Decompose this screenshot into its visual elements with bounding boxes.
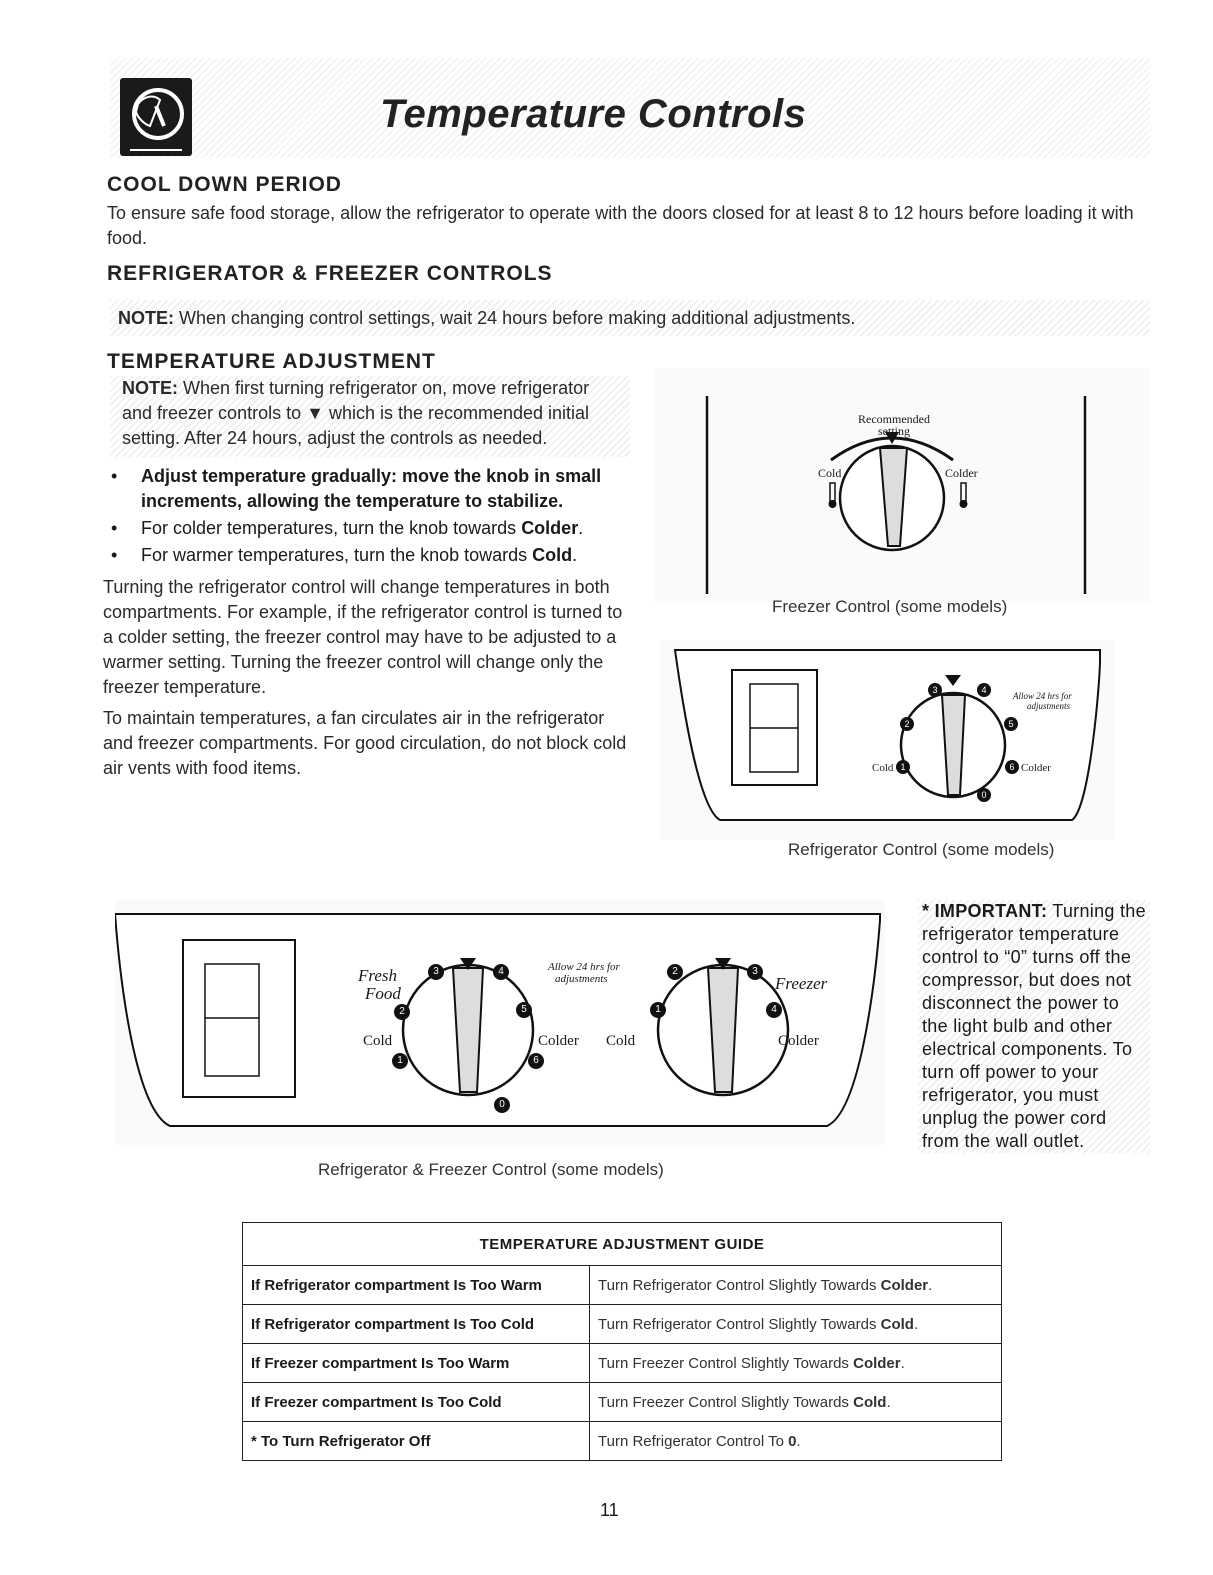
combo-fresh-cold-label: Cold	[363, 1033, 393, 1049]
combo-fresh-setting-5: 5	[516, 1002, 532, 1018]
adjustment-note	[110, 376, 630, 457]
combo-allow-line1: Allow 24 hrs for	[548, 961, 620, 973]
combo-fresh-setting-3: 3	[428, 964, 444, 980]
freezer-cold-label: Cold	[818, 466, 842, 480]
table-row	[243, 1266, 1002, 1305]
fridge-setting-0: 0	[977, 788, 991, 802]
setting-label: setting	[878, 424, 910, 438]
table-condition: * To Turn Refrigerator Off	[243, 1422, 590, 1461]
fridge-allow-line2: adjustments	[1027, 701, 1071, 711]
controls-note-label: NOTE:	[118, 308, 174, 328]
combo-freezer-setting-4: 4	[766, 1002, 782, 1018]
table-row	[243, 1344, 1002, 1383]
important-label: * IMPORTANT:	[922, 901, 1048, 921]
combo-fresh-setting-6: 6	[528, 1053, 544, 1069]
fridge-cold-label: Cold	[872, 762, 894, 774]
combo-fresh-setting-1: 1	[392, 1053, 408, 1069]
important-note	[918, 900, 1150, 1153]
table-action: Turn Refrigerator Control Slightly Towards Cold.	[590, 1305, 1002, 1344]
adjustment-para-1: Turning the refrigerator control will change temperatures in both compartments. For example, if the refrigerator control is turned to a colder setting, the freezer control may have to be adjusted to a warmer setting. Turning the freezer control will change only the freezer temperature.	[103, 577, 623, 697]
table-row	[243, 1383, 1002, 1422]
fridge-setting-2: 2	[900, 717, 914, 731]
combo-caption: Refrigerator & Freezer Control (some models)	[318, 1160, 664, 1179]
fridge-setting-1: 1	[896, 760, 910, 774]
adjustment-note-text-2: which is the recommended initial setting. After 24 hours, adjust the controls as needed.	[122, 403, 590, 448]
table-action: Turn Refrigerator Control To 0.	[590, 1422, 1002, 1461]
recommended-label: Recommended	[858, 412, 930, 426]
combo-freezer-colder-label: Colder	[778, 1033, 819, 1049]
thermostat-hand-icon	[120, 78, 192, 156]
adjustment-heading: TEMPERATURE ADJUSTMENT	[107, 350, 436, 373]
table-condition: If Freezer compartment Is Too Cold	[243, 1383, 590, 1422]
freezer-control-diagram	[655, 368, 1150, 608]
cool-down-text: To ensure safe food storage, allow the refrigerator to operate with the doors closed for at least 8 to 12 hours before loading it with food.	[107, 203, 1134, 248]
fridge-setting-3: 3	[928, 683, 942, 697]
recommended-setting-icon: ▼	[306, 403, 324, 423]
combo-fresh-setting-4: 4	[493, 964, 509, 980]
fresh-label: Fresh	[358, 966, 398, 985]
adjustment-para-2: To maintain temperatures, a fan circulates air in the refrigerator and freezer compartments. For good circulation, do not block cold air vents with food items.	[103, 708, 627, 778]
table-action: Turn Freezer Control Slightly Towards Cold.	[590, 1383, 1002, 1422]
table-condition: If Freezer compartment Is Too Warm	[243, 1344, 590, 1383]
table-action: Turn Freezer Control Slightly Towards Colder.	[590, 1344, 1002, 1383]
cool-down-heading: COOL DOWN PERIOD	[107, 173, 342, 196]
freezer-colder-label: Colder	[945, 466, 978, 480]
freezer-caption: Freezer Control (some models)	[772, 597, 1008, 616]
bullet-colder: • For colder temperatures, turn the knob towards Colder.	[103, 516, 643, 541]
combo-fresh-setting-0: 0	[494, 1097, 510, 1113]
table-title: TEMPERATURE ADJUSTMENT GUIDE	[243, 1223, 1002, 1266]
refrigerator-control-diagram	[660, 640, 1115, 840]
fridge-setting-4: 4	[977, 683, 991, 697]
combo-freezer-setting-1: 1	[650, 1002, 666, 1018]
table-action: Turn Refrigerator Control Slightly Towards Colder.	[590, 1266, 1002, 1305]
bullet-gradual: • Adjust temperature gradually: move the knob in small increments, allowing the temperature to stabilize.	[103, 464, 643, 514]
page-title: Temperature Controls	[380, 92, 807, 136]
food-label: Food	[365, 984, 401, 1003]
combo-freezer-setting-3: 3	[747, 964, 763, 980]
controls-note-text: When changing control settings, wait 24 hours before making additional adjustments.	[174, 308, 856, 328]
bullet-warmer: • For warmer temperatures, turn the knob towards Cold.	[103, 543, 643, 568]
freezer-label: Freezer	[775, 974, 828, 993]
combo-freezer-setting-2: 2	[667, 964, 683, 980]
refrigerator-caption: Refrigerator Control (some models)	[788, 840, 1055, 859]
table-row	[243, 1305, 1002, 1344]
fridge-setting-5: 5	[1004, 717, 1018, 731]
combo-allow-line2: adjustments	[555, 973, 608, 985]
combo-fresh-colder-label: Colder	[538, 1033, 579, 1049]
adjustment-bullets	[103, 464, 643, 570]
table-condition: If Refrigerator compartment Is Too Cold	[243, 1305, 590, 1344]
adjustment-note-label: NOTE:	[122, 378, 178, 398]
temperature-adjustment-guide-table	[242, 1222, 1002, 1461]
combo-freezer-cold-label: Cold	[606, 1033, 636, 1049]
fridge-allow-line1: Allow 24 hrs for	[1013, 691, 1072, 701]
controls-heading: REFRIGERATOR & FREEZER CONTROLS	[107, 262, 553, 285]
combo-fresh-setting-2: 2	[394, 1004, 410, 1020]
table-header-row	[243, 1223, 1002, 1266]
page-number: 11	[600, 1500, 619, 1520]
table-condition: If Refrigerator compartment Is Too Warm	[243, 1266, 590, 1305]
controls-note	[110, 300, 1150, 336]
fridge-colder-label: Colder	[1021, 762, 1051, 774]
fridge-setting-6: 6	[1005, 760, 1019, 774]
adjustment-note-text-1: When first turning refrigerator on, move refrigerator and freezer controls to	[122, 378, 590, 423]
important-text: Turning the refrigerator temperature control to “0” turns off the compressor, but does not disconnect the power to the light bulb and other electrical components. To turn off power to your refrigerator, you must unplug the power cord from the wall outlet.	[922, 901, 1146, 1151]
table-row	[243, 1422, 1002, 1461]
